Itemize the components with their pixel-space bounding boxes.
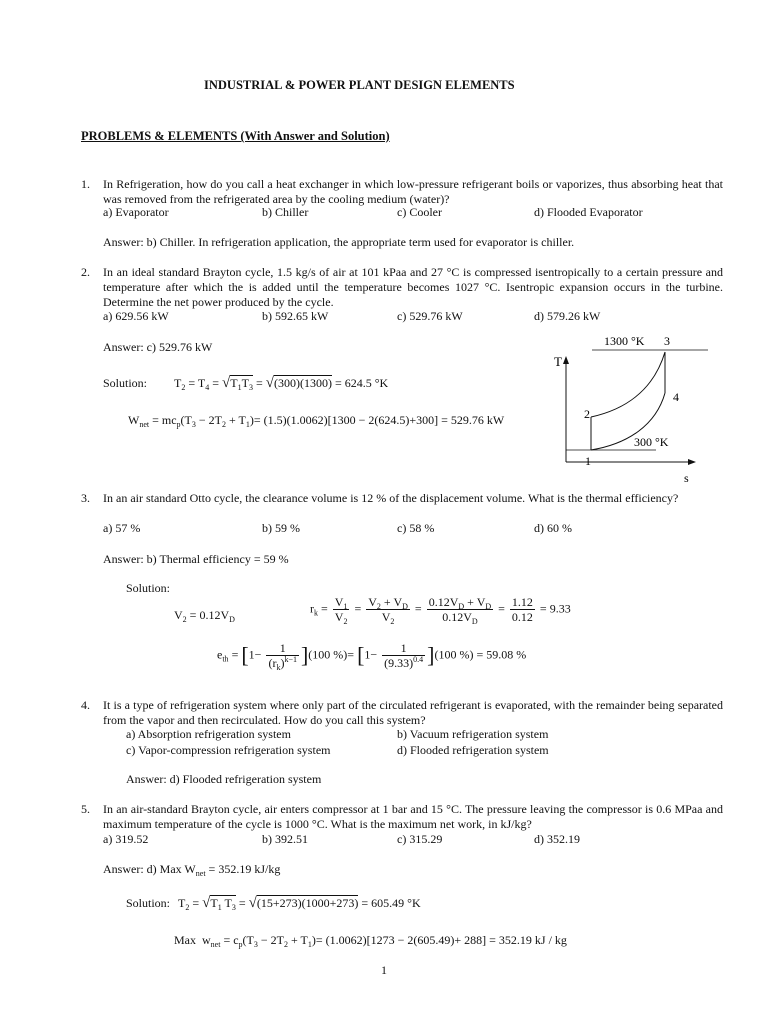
- q5-equation-wnet: Max $w_{net} = c_p(T_3 - 2T_2 + T_1)= (1.0062)[1273 - 2(605.49)+ 288] = 352.19$ kJ / kg: [174, 933, 567, 949]
- q5-option-c: c) 315.29: [397, 832, 443, 846]
- q2-option-d: d) 579.26 kW: [534, 309, 601, 323]
- q3-solution-label: Solution:: [126, 581, 171, 595]
- q3-eth-result: = 59.08 %: [476, 647, 527, 662]
- q1-option-b: b) Chiller: [262, 205, 309, 219]
- diagram-t-label: T: [554, 354, 562, 369]
- q2-eq1-result: = 624.5 °K: [334, 376, 389, 390]
- q3-equation-eth: $e_{th} = [1-$ $\frac{1}{(r_k)^{k-1}}$ ](100 %)= [1− $\frac{1}{(9.33)^{0.4}}$ ](100 %) = 59.08 %: [217, 641, 527, 672]
- q3-option-b: b) 59 %: [262, 521, 300, 535]
- q2-option-b: b) 592.65 kW: [262, 309, 329, 323]
- q3-answer: Answer: b) Thermal efficiency = 59 %: [103, 552, 289, 566]
- q3-option-a: a) 57 %: [103, 521, 141, 535]
- q1-option-c: c) Cooler: [397, 205, 442, 219]
- page-number: 1: [381, 963, 387, 977]
- ts-diagram: [548, 330, 710, 486]
- q5-option-b: b) 392.51: [262, 832, 308, 846]
- q5-option-a: a) 319.52: [103, 832, 149, 846]
- diagram-t-axis-arrow: [563, 356, 569, 364]
- question-number-2: 2.: [81, 265, 90, 279]
- q1-option-a: a) Evaporator: [103, 205, 169, 219]
- page-title: INDUSTRIAL & POWER PLANT DESIGN ELEMENTS: [204, 78, 515, 92]
- q2-answer: Answer: c) 529.76 kW: [103, 340, 213, 354]
- question-number-1: 1.: [81, 177, 90, 191]
- q2-solution-label: Solution:: [103, 376, 148, 390]
- q5-eq2-result: = 352.19 kJ / kg: [489, 933, 567, 947]
- section-subtitle: PROBLEMS & ELEMENTS (With Answer and Solution): [81, 129, 390, 143]
- question-2-text: In an ideal standard Brayton cycle, 1.5 kg/s of air at 101 kPaa and 27 °C is compressed isentropically to a certain pressure and temperature after which the is added until the temperature becomes 1027 °C. Isentropic expansion occurs in the turbine. Determine the net power produced by the cycle.: [103, 265, 723, 309]
- diagram-point-1: 1: [585, 454, 591, 468]
- q3-rk-result: = 9.33: [539, 601, 571, 616]
- question-number-5: 5.: [81, 802, 90, 816]
- q2-option-a: a) 629.56 kW: [103, 309, 169, 323]
- q2-equation-t2: $T_2 = T_4 = √T_1T_3 = √(300)(1300) = 624.5$ °K: [174, 375, 389, 392]
- q5-answer-prefix: Answer: d) Max W: [103, 862, 196, 876]
- question-4-text: It is a type of refrigeration system where only part of the circulated refrigerant is evaporated, with the remainder being separated from the vapor and then recirculated. How do you call this system?: [103, 698, 723, 727]
- diagram-point-2: 2: [584, 407, 590, 421]
- question-5-text: In an air-standard Brayton cycle, air enters compressor at 1 bar and 15 °C. The pressure leaving the compressor is 0.6 MPaa and maximum temperature of the cycle is 1000 °C. What is the maximum net work, in kJ/kg?: [103, 802, 723, 831]
- q4-option-d: d) Flooded refrigeration system: [397, 743, 549, 757]
- diagram-point-4: 4: [673, 390, 679, 404]
- q5-answer-suffix: = 352.19 kJ/kg: [205, 862, 281, 876]
- question-3-text: In an air standard Otto cycle, the clearance volume is 12 % of the displacement volume. What is the thermal efficiency?: [103, 491, 679, 505]
- q3-option-c: c) 58 %: [397, 521, 435, 535]
- q5-eq1-result: = 605.49 °K: [361, 896, 421, 910]
- q2-eq2-result: = 529.76 kW: [441, 413, 505, 427]
- q4-option-c: c) Vapor-compression refrigeration system: [126, 743, 331, 757]
- q4-option-a: a) Absorption refrigeration system: [126, 727, 291, 741]
- diagram-s-axis-arrow: [688, 459, 696, 465]
- q1-answer: Answer: b) Chiller. In refrigeration application, the appropriate term used for evaporator is chiller.: [103, 235, 575, 249]
- q5-option-d: d) 352.19: [534, 832, 580, 846]
- diagram-temp-high: 1300 °K: [604, 334, 645, 348]
- q5-answer: Answer: d) Max $W_{net} = 352.19$ kJ/kg: [103, 862, 281, 878]
- q5-solution-label: Solution:: [126, 896, 171, 910]
- q3-equation-rk: $r_k$ = $\frac{V_1}{V_2}$ = $\frac{V_2 + V_D}{V_2}$ = $\frac{0.12V_D + V_D}{0.12V_D}$ = $\frac{1.12}{0.12}$ = 9.33: [310, 595, 571, 626]
- q2-option-c: c) 529.76 kW: [397, 309, 463, 323]
- q2-equation-wnet: $W_{net} = mc_p(T_3 - 2T_2 + T_1)= (1.5)(1.0062)[1300 - 2(624.5)+300] = 529.76$ kW: [128, 413, 505, 429]
- diagram-process-2-3: [591, 352, 665, 417]
- q4-answer: Answer: d) Flooded refrigeration system: [126, 772, 322, 786]
- q5-equation-t2: $T_2 = √T_1$ $T_3 = √(15+273)(1000+273) = 605.49$ °K: [178, 895, 421, 912]
- diagram-temp-low: 300 °K: [634, 435, 669, 449]
- q4-option-b: b) Vacuum refrigeration system: [397, 727, 549, 741]
- diagram-point-3: 3: [664, 334, 670, 348]
- question-1-text: In Refrigeration, how do you call a heat exchanger in which low-pressure refrigerant boils or vaporizes, thus absorbing heat that was removed from the refrigerated area by the cooling medium (water)?: [103, 177, 723, 206]
- diagram-s-label: s: [684, 471, 689, 485]
- q1-option-d: d) Flooded Evaporator: [534, 205, 643, 219]
- q3-equation-v2: $V_2 = 0.12V_D$: [174, 608, 235, 624]
- q3-option-d: d) 60 %: [534, 521, 572, 535]
- question-number-3: 3.: [81, 491, 90, 505]
- question-number-4: 4.: [81, 698, 90, 712]
